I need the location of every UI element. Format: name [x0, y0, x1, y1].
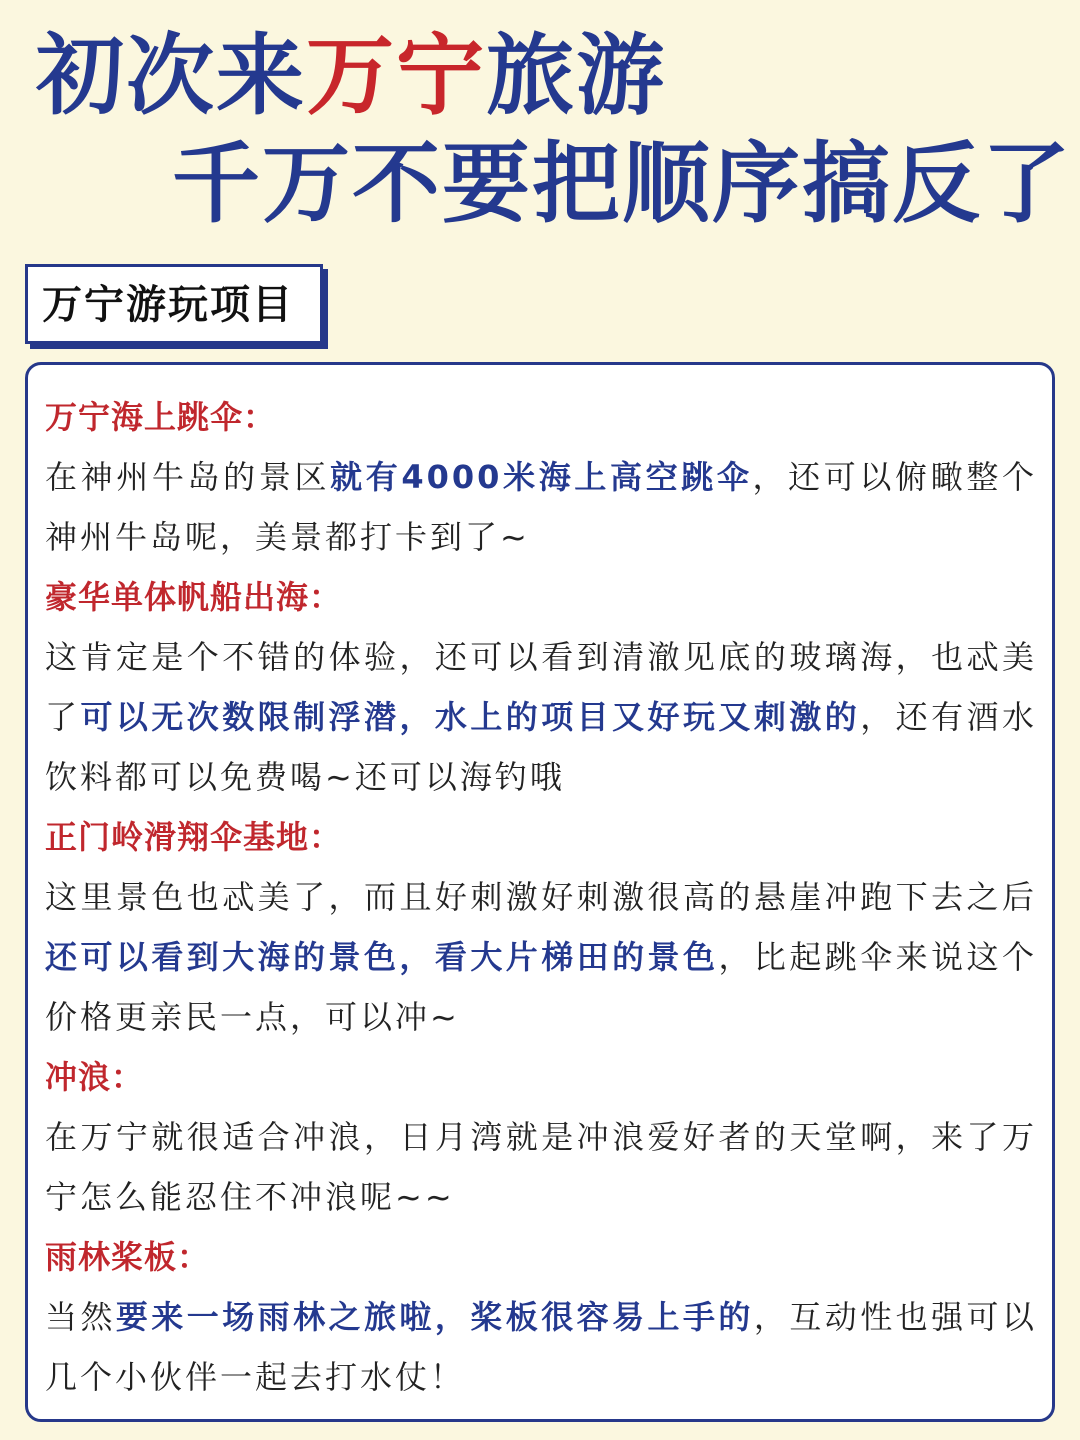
- activity-item: [45, 807, 1037, 1047]
- activity-heading: 万宁海上跳伞：: [45, 398, 277, 436]
- description-text: 这里景色也忒美了，而且好刺激好刺激很高的悬崖冲跑下去之后: [45, 878, 1037, 916]
- activity-item: [45, 387, 1037, 567]
- activity-heading: 雨林桨板：: [45, 1238, 211, 1276]
- page-title-line-2: 千万不要把顺序搞反了: [172, 132, 1073, 235]
- content-card: [25, 362, 1055, 1422]
- activity-list: [45, 387, 1037, 1407]
- description-text: ，还有酒水饮料都可以免费喝~还可以海钓哦: [45, 698, 1037, 796]
- activity-description: [45, 1287, 1037, 1407]
- description-text: ，比起跳伞来说这个价格更亲民一点，可以冲~: [45, 938, 1037, 1036]
- description-text: ，还可以俯瞰整个神州牛岛呢，美景都打卡到了~: [45, 458, 1037, 556]
- highlight-text: 可以无次数限制浮潜，水上的项目又好玩又刺激的: [80, 698, 861, 736]
- title-part-1: 初次来: [36, 24, 307, 127]
- title-part-2: 旅游: [486, 24, 667, 127]
- activity-item: [45, 1047, 1037, 1227]
- highlight-text: 就有4000米海上高空跳伞: [330, 458, 753, 496]
- title-accent-wanning: 万宁: [306, 24, 487, 127]
- highlight-text: 要来一场雨林之旅啦，桨板很容易上手的: [115, 1298, 754, 1336]
- description-text: 当然: [45, 1298, 116, 1336]
- activity-heading: 正门岭滑翔伞基地：: [45, 818, 343, 856]
- description-text: 在万宁就很适合冲浪，日月湾就是冲浪爱好者的天堂啊，来了万宁怎么能忍住不冲浪呢~~: [45, 1118, 1037, 1216]
- description-text: 在神州牛岛的景区: [45, 458, 331, 496]
- activity-item: [45, 567, 1037, 807]
- activity-description: [45, 867, 1037, 1047]
- description-text: 这肯定是个不错的体验，还可以看到清澈见底的玻璃海，也忒美了: [45, 638, 1037, 736]
- activity-heading: 冲浪：: [45, 1058, 145, 1096]
- activity-item: [45, 1227, 1037, 1407]
- activity-description: [45, 447, 1037, 567]
- page-title-line-1: [36, 24, 667, 127]
- activity-description: [45, 1107, 1037, 1227]
- activity-description: [45, 627, 1037, 807]
- description-text: ，互动性也强可以几个小伙伴一起去打水仗！: [45, 1298, 1037, 1396]
- activity-heading: 豪华单体帆船出海：: [45, 578, 343, 616]
- highlight-text: 还可以看到大海的景色，看大片梯田的景色: [45, 938, 719, 976]
- section-tag: [25, 264, 323, 344]
- section-tag-label: 万宁游玩项目: [42, 282, 294, 328]
